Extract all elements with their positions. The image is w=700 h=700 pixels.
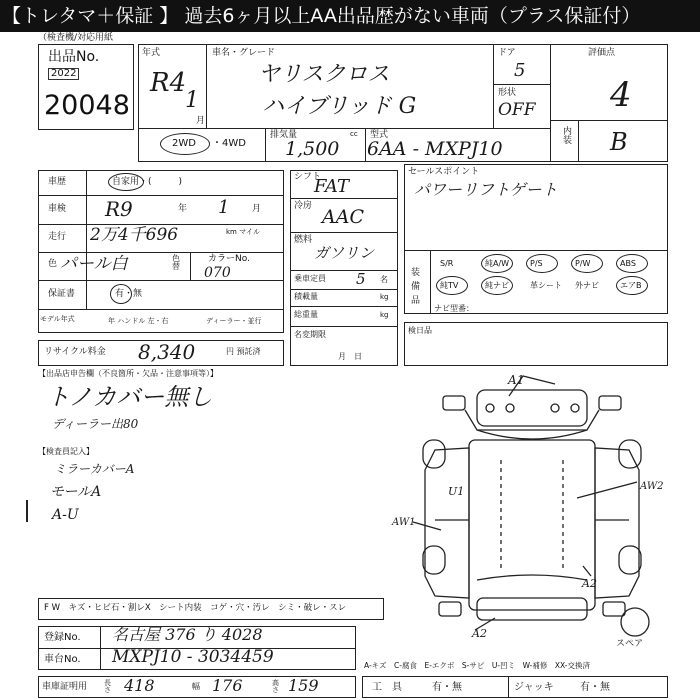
model-label: 型式 <box>370 130 389 140</box>
equipment-circle <box>571 254 603 273</box>
handle-label: 年 ハンドル 左・右 <box>108 317 169 325</box>
equipment-item: S/R <box>440 259 454 268</box>
garage-cert-label: 車庫証明用 <box>42 682 88 692</box>
listing-no-label: 出品No. <box>48 49 100 65</box>
listing-number: 20048 <box>44 90 130 121</box>
warranty-value: 有・無 <box>115 289 143 299</box>
drive-2wd: 2WD <box>172 138 196 149</box>
model-year-label: モデル年式 <box>40 315 75 323</box>
color-value: パール白 <box>60 254 128 274</box>
name-label: 車名・グレード <box>212 48 276 58</box>
displacement-label: 排気量 <box>270 130 298 140</box>
mileage-value: 2万4千696 <box>90 225 179 245</box>
inspection-label: 車検 <box>48 204 67 214</box>
equipment-circle <box>436 276 468 295</box>
shape-value: OFF <box>498 100 536 120</box>
chassis-value: MXPJ10 - 3034459 <box>112 647 274 667</box>
color-no-value: 070 <box>204 265 231 281</box>
door-label: ドア <box>498 48 516 58</box>
ac-label: 冷房 <box>294 201 313 211</box>
equipment-item: 純A/W <box>485 259 510 268</box>
declaration-title: 【出品店申告欄（不良箇所・欠品・注意事項等）】 <box>38 369 218 378</box>
shift-label: シフト <box>294 172 322 182</box>
equipment-item: 革シート <box>530 281 562 290</box>
height-label: 高さ <box>272 679 279 694</box>
listing-year-tag: 2022 <box>48 68 79 80</box>
declaration-line1: トノカバー無し <box>46 383 213 411</box>
diagram-mark-a2-right: A2 <box>582 577 597 590</box>
equipment-circle <box>616 276 648 295</box>
mileage-label: 走行 <box>48 232 67 242</box>
shift-value: FAT <box>314 176 349 197</box>
color-label: 色 <box>48 259 58 269</box>
inspector-line1: ミラーカバーA <box>54 462 135 476</box>
chassis-label: 車台No. <box>44 654 81 665</box>
sales-point-label: セールスポイント <box>408 167 480 177</box>
drive-4wd: ・4WD <box>212 138 246 149</box>
name-line2: ハイブリッド G <box>262 94 417 119</box>
ac-value: AAC <box>322 206 364 228</box>
shape-label: 形状 <box>498 88 517 98</box>
equipment-item: P/S <box>530 259 543 268</box>
declaration-line2: ディーラー出80 <box>52 417 139 431</box>
equipment-circle <box>481 276 513 295</box>
fuel-value: ガソリン <box>314 244 375 262</box>
width-label: 幅 <box>192 682 200 691</box>
registration-value: 名古屋 376 り 4028 <box>112 625 263 644</box>
equipment-label: 装備品 <box>411 268 421 306</box>
year-label: 年式 <box>142 48 161 58</box>
dealer-label: ディーラー・並行 <box>206 317 262 325</box>
inspector-line2: モールA <box>50 484 102 500</box>
capacity-label: 乗車定員 <box>294 274 326 283</box>
color-change-label: 色替 <box>172 254 180 271</box>
registration-label: 登録No. <box>44 632 81 643</box>
rename-label: 名変期限 <box>294 330 326 339</box>
interior-label: 内装 <box>563 127 573 146</box>
notes-box <box>404 322 668 366</box>
equipment-circle <box>481 254 513 273</box>
equipment-circle <box>526 254 558 273</box>
history-value: 自家用・( ) <box>112 177 183 187</box>
spare-label: スペア <box>616 639 644 649</box>
door-value: 5 <box>514 60 526 81</box>
recycle-label: リサイクル料金 <box>44 347 106 357</box>
equipment-item: 純TV <box>440 281 459 290</box>
fw-legend: F W キズ・ヒビ石・割レX シート内装 コゲ・穴・汚レ シミ・破レ・スレ <box>44 603 347 613</box>
inspection-year-unit: 年 <box>178 204 188 214</box>
model-value: 6AA - MXPJ10 <box>367 138 503 160</box>
diagram-mark-u1: U1 <box>448 485 465 498</box>
width-value: 176 <box>212 676 243 695</box>
history-label: 車歴 <box>48 177 67 187</box>
diagram-mark-aw1: AW1 <box>392 517 416 528</box>
capacity-unit: 名 <box>380 275 388 284</box>
damage-code-legend: A-キズ C-腐食 E-エクボ S-サビ U-凹ミ W-補修 XX-交換済 <box>364 661 590 670</box>
notes-label: 検日品 <box>408 326 432 335</box>
equipment-circle <box>616 254 648 273</box>
recycle-value: 8,340 <box>138 340 196 364</box>
interior-value: B <box>610 128 628 156</box>
month-unit: 月 <box>196 116 206 126</box>
color-no-label: カラーNo. <box>208 254 250 264</box>
jack-value: 有・無 <box>580 682 610 693</box>
equipment-item: 外ナビ <box>575 281 599 290</box>
jack-label: ジャッキ <box>514 682 554 693</box>
height-value: 159 <box>288 676 319 695</box>
inspector-title: 【検査員記入】 <box>38 447 94 456</box>
header-banner: 【トレタマ＋保証 】 過去6ヶ月以上AA出品歴がない車両（プラス保証付） <box>0 0 700 32</box>
car-damage-diagram <box>405 370 675 640</box>
month-value: 1 <box>185 88 199 113</box>
inspection-value: R9 <box>105 197 133 221</box>
mileage-unit: km マイル <box>226 228 260 236</box>
inspection-month: 1 <box>218 197 230 218</box>
rename-unit: 月 日 <box>338 352 362 361</box>
length-label: 長さ <box>104 679 111 694</box>
load-label: 積載量 <box>294 292 318 301</box>
displacement-unit: cc <box>350 130 358 138</box>
inspector-line3: A-U <box>52 507 79 523</box>
capacity-value: 5 <box>356 270 366 288</box>
equipment-item: エアB <box>620 281 642 290</box>
tools-label: 工 具 <box>372 682 402 693</box>
diagram-mark-a2-rear: A2 <box>472 627 487 640</box>
form-subnote: （検査機/対応用紙 <box>38 33 114 43</box>
equipment-item: P/W <box>575 259 591 268</box>
year-value: R4 <box>150 68 187 98</box>
tools-value: 有・無 <box>432 682 462 693</box>
equipment-item: ABS <box>620 259 636 268</box>
navi-model-label: ナビ型番： <box>434 304 474 313</box>
name-line1: ヤリスクロス <box>258 62 390 87</box>
sales-point-value: パワーリフトゲート <box>414 180 558 199</box>
inspection-month-unit: 月 <box>252 204 262 214</box>
fuel-label: 燃料 <box>294 235 313 245</box>
warranty-label: 保証書 <box>48 289 76 299</box>
length-value: 418 <box>124 676 155 695</box>
recycle-unit: 円 預託済 <box>226 347 261 356</box>
diagram-mark-aw2: AW2 <box>640 481 664 492</box>
weight-unit: kg <box>380 311 389 319</box>
displacement-value: 1,500 <box>285 138 340 160</box>
load-unit: kg <box>380 293 389 301</box>
score-value: 4 <box>610 75 632 115</box>
score-label: 評価点 <box>588 48 616 58</box>
equipment-item: 純ナビ <box>485 281 509 290</box>
weight-label: 総重量 <box>294 310 318 319</box>
diagram-mark-a1: A1 <box>508 373 525 387</box>
